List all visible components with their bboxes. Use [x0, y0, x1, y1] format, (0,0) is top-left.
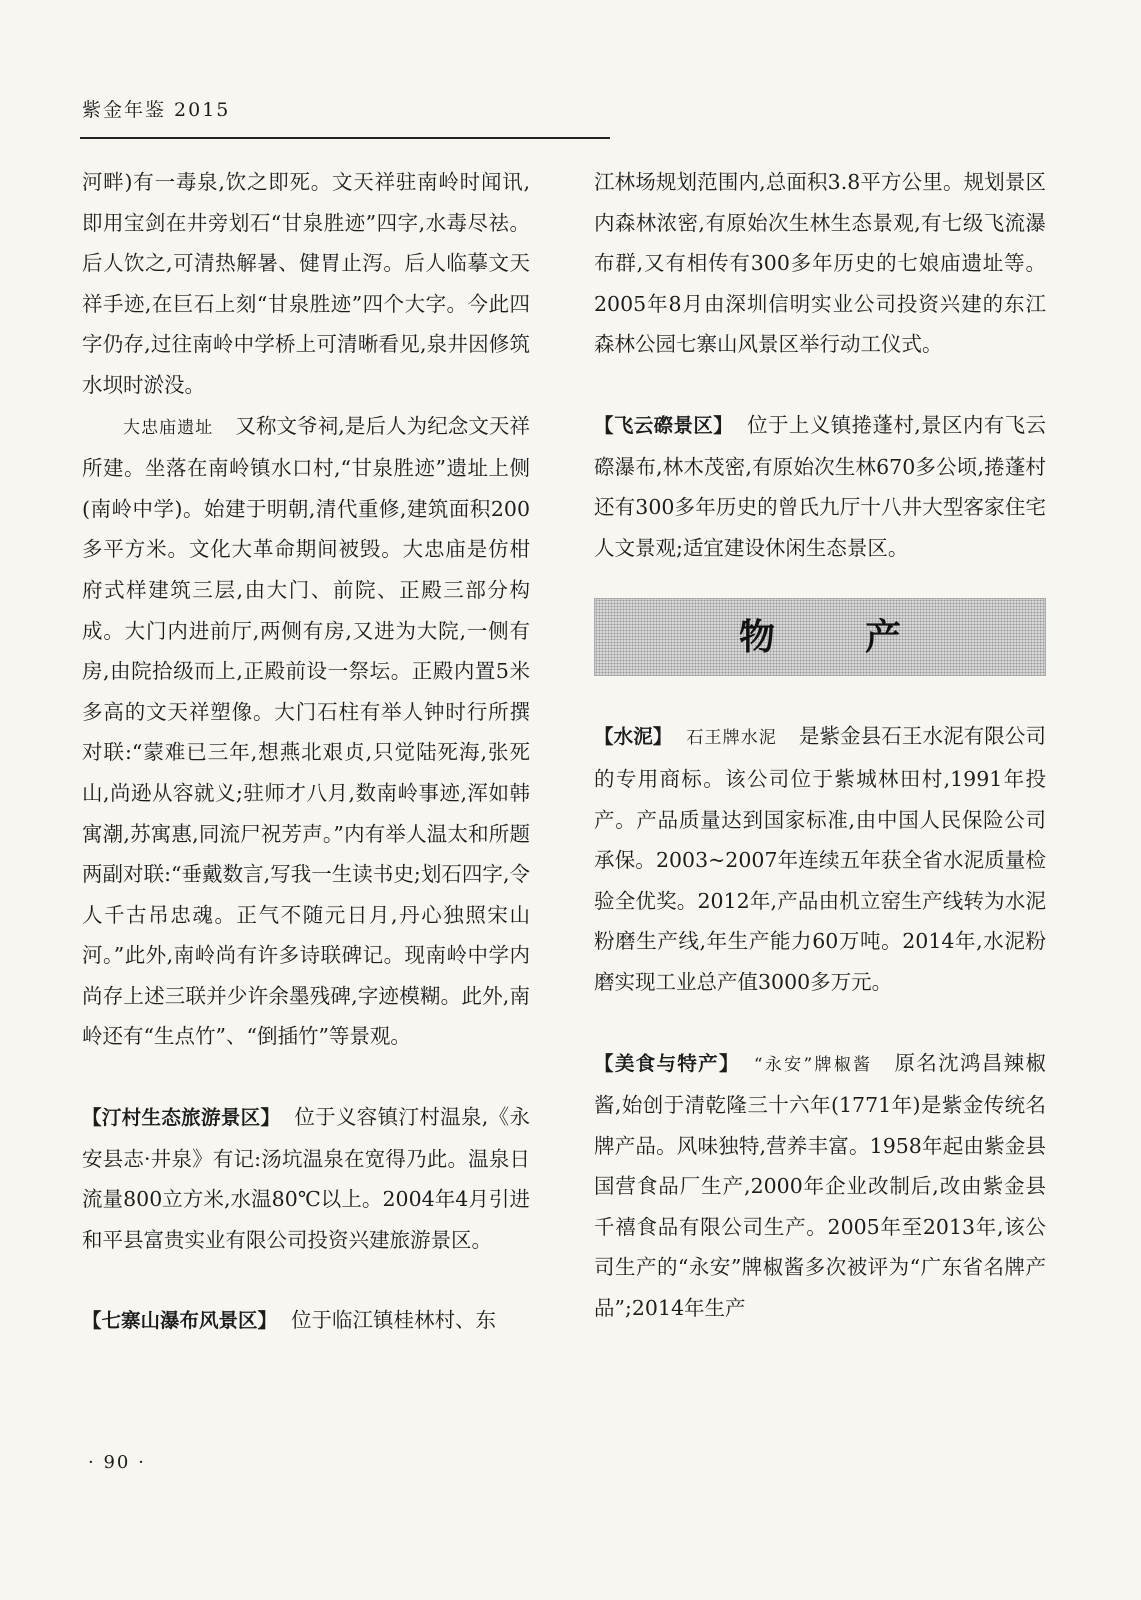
left-column: [82, 162, 530, 1342]
paragraph-text: 位于义容镇汀村温泉,《永安县志·井泉》有记:汤坑温泉在宽得乃此。温泉日流量800立方米,水温80℃以上。2004年4月引进和平县富贵实业有限公司投资兴建旅游景区。: [82, 1105, 530, 1252]
paragraph-sweet-spring: 河畔)有一毒泉,饮之即死。文天祥驻南岭时闻讯,即用宝剑在井旁划石“甘泉胜迹”四字,水毒尽祛。后人饮之,可清热解暑、健胃止泻。后人临摹文天祥手迹,在巨石上刻“甘泉胜迹”四个大字。今此四字仍存,过往南岭中学桥上可清晰看见,泉井因修筑水坝时淤没。: [82, 170, 530, 397]
entry-cement: [594, 716, 1046, 1002]
entry-keyword: 大忠庙遗址: [123, 417, 214, 438]
section-banner: [594, 598, 1046, 676]
spacer: [594, 1003, 1046, 1043]
entry-heading: 【飞云磜景区】: [594, 413, 734, 437]
section-title: 物产: [738, 616, 991, 659]
paragraph-text: 位于上义镇捲蓬村,景区内有飞云磜瀑布,林木茂密,有原始次生林670多公顷,捲蓬村还有300多年历史的曾氏九厅十八井大型客家住宅人文景观;适宜建设休闲生态景区。: [594, 412, 1046, 560]
paragraph-text: 又称文爷祠,是后人为纪念文天祥所建。坐落在南岭镇水口村,“甘泉胜迹”遗址上侧(南岭中学)。始建于明朝,清代重修,建筑面积200多平方米。文化大革命期间被毁。大忠庙是仿柑府式样建筑三层,由大门、前院、正殿三部分构成。大门内进前厅,两侧有房,又进为大院,一侧有房,由院拾级而上,正殿前设一祭坛。正殿内置5米多高的文天祥塑像。大门石柱有举人钟时行所撰对联:“蒙难已三年,想燕北艰贞,只觉陆死海,张死山,尚逊从容就义;驻师才八月,数南岭事迹,浑如韩寓潮,苏寓惠,同流尸祝芳声。”内有举人温太和所题两副对联:“垂戴数言,写我一生读书史;划石四字,令人千古吊忠魂。正气不随元日月,丹心独照宋山河。”此外,南岭尚有许多诗联碑记。现南岭中学内尚存上述三联并少许余墨残碑,字迹模糊。此外,南岭还有“生点竹”、“倒插竹”等景观。: [82, 413, 530, 1049]
entry-feiyunqi: [594, 405, 1046, 568]
entry-keyword: “永安”牌椒酱: [753, 1054, 873, 1075]
entry-heading: 【水泥】: [594, 725, 673, 749]
header-rule: [80, 137, 610, 139]
entry-qizhaishan: [82, 1300, 530, 1342]
entry-keyword: 石王牌水泥: [686, 728, 777, 749]
spacer: [82, 1057, 530, 1097]
entry-heading: 【美食与特产】: [594, 1051, 740, 1075]
paragraph-text: 是紫金县石王水泥有限公司的专用商标。该公司位于紫城林田村,1991年投产。产品质量达到国家标准,由中国人民保险公司承保。2003~2007年连续五年获全省水泥质量检验全优奖。2012年,产品由机立窑生产线转为水泥粉磨生产线,年生产能力60万吨。2014年,水泥粉磨实现工业总产值3000多万元。: [594, 724, 1046, 994]
paragraph-dazhong-temple: [82, 406, 530, 1058]
entry-heading: 【汀村生态旅游景区】: [82, 1106, 281, 1130]
running-header: 紫金年鉴 2015: [82, 99, 231, 121]
spacer: [594, 365, 1046, 405]
paragraph-text: 原名沈鸿昌辣椒酱,始创于清乾隆三十六年(1771年)是紫金传统名牌产品。风味独特,营养丰富。1958年起由紫金县国营食品厂生产,2000年企业改制后,改由紫金县千禧食品有限公司生产。2005年至2013年,该公司生产的“永安”牌椒酱多次被评为“广东省名牌产品”;2014年生产: [594, 1050, 1046, 1321]
page-number: · 90 ·: [88, 1452, 146, 1473]
spacer: [82, 1260, 530, 1300]
entry-food-specialty: [594, 1043, 1046, 1329]
entry-heading: 【七寨山瀑布风景区】: [82, 1309, 278, 1333]
right-column: [594, 162, 1046, 1329]
entry-tingcun: [82, 1097, 530, 1260]
paragraph-qizhaishan-cont: 江林场规划范围内,总面积3.8平方公里。规划景区内森林浓密,有原始次生林生态景观,有七级飞流瀑布群,又有相传有300多年历史的七娘庙遗址等。2005年8月由深圳信明实业公司投资兴建的东江森林公园七寨山风景区举行动工仪式。: [594, 170, 1046, 357]
paragraph-text: 位于临江镇桂林村、东: [291, 1308, 497, 1333]
